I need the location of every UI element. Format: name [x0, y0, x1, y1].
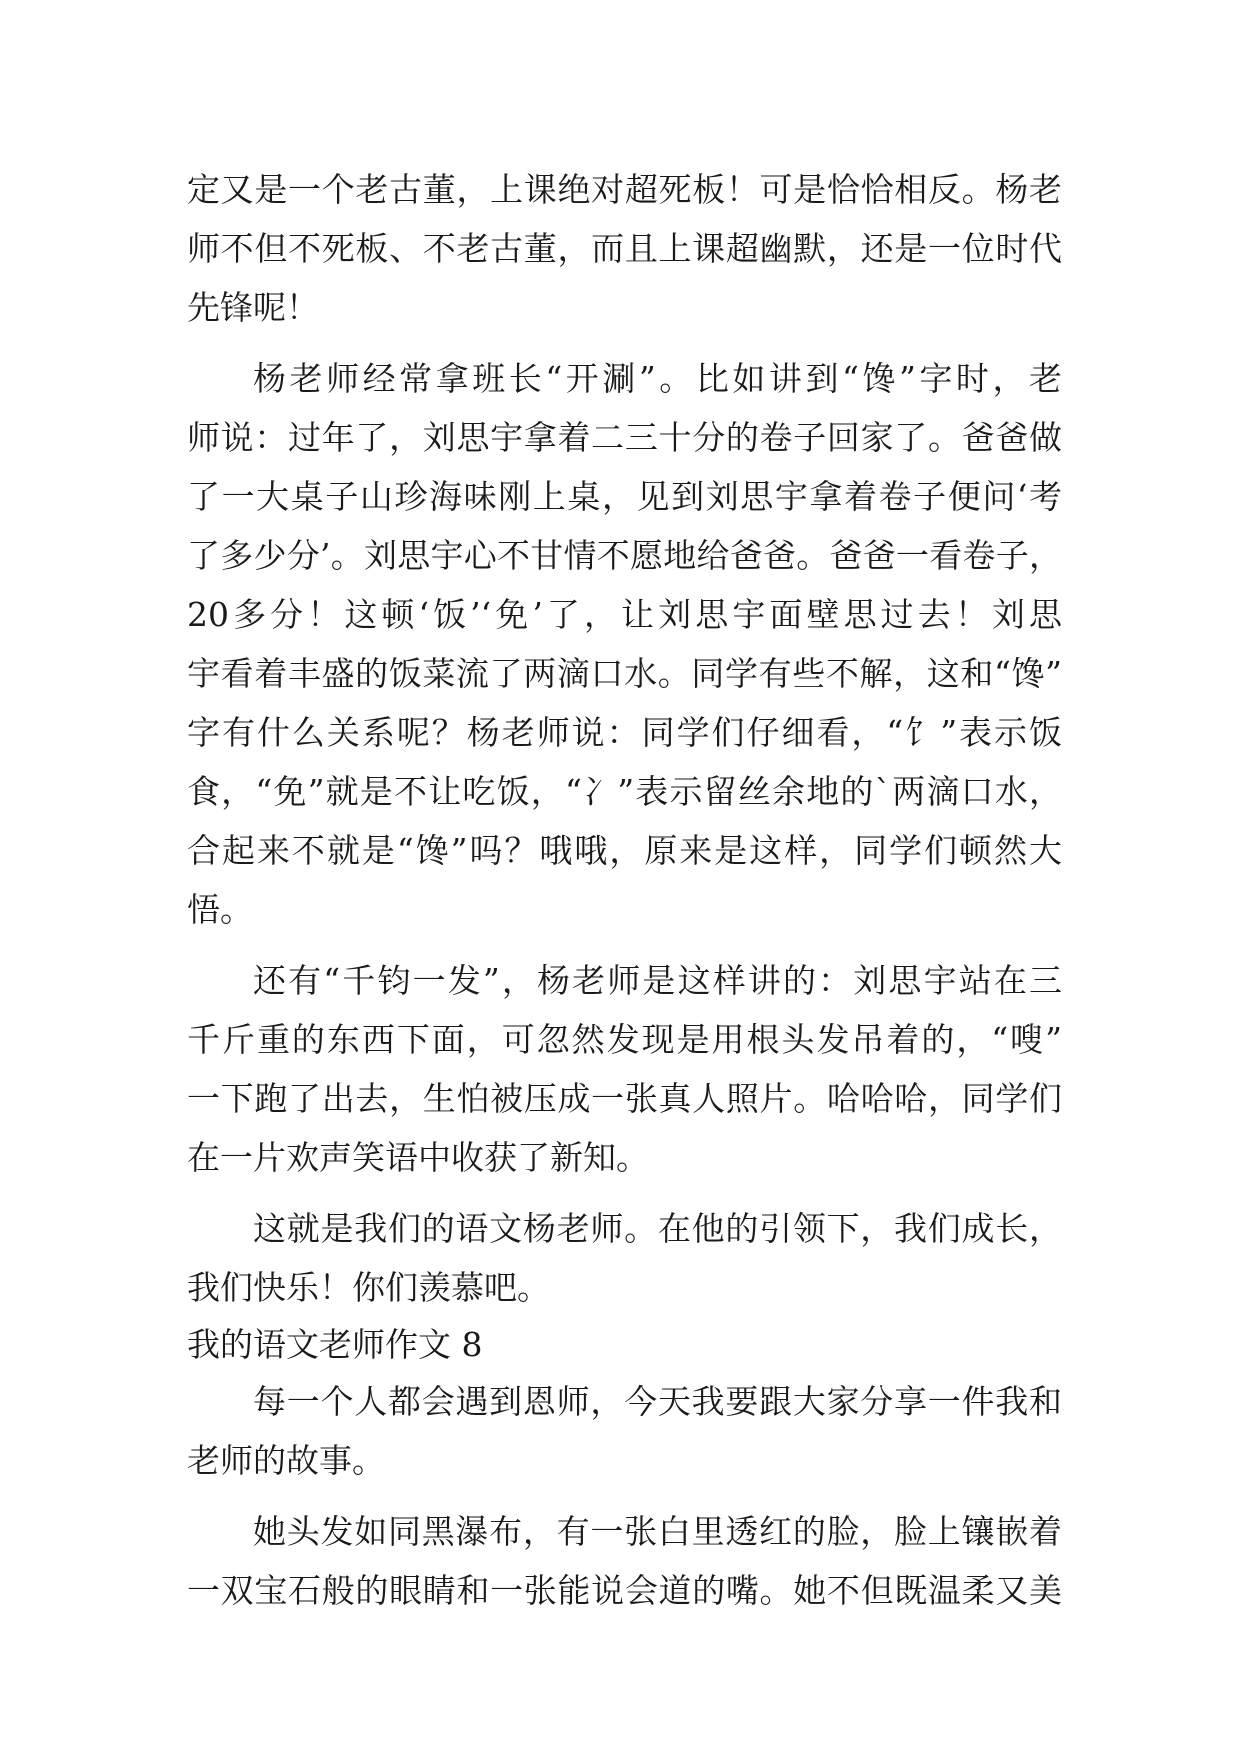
text-line: 一双宝石般的眼睛和一张能说会道的嘴。她不但既温柔又美 [187, 1571, 1062, 1610]
text-line: 每一个人都会遇到恩师，今天我要跟大家分享一件我和 [253, 1382, 1062, 1421]
text-line: 老师的故事。 [187, 1441, 385, 1480]
text-line: 在一片欢声笑语中收获了新知。 [187, 1138, 649, 1177]
text-line: 食，“免”就是不让吃饭，“冫”表示留丝余地的`两滴口水， [187, 772, 1062, 811]
text-line: 还有“千钧一发”，杨老师是这样讲的：刘思宇站在三 [253, 961, 1062, 1000]
text-line: 先锋呢！ [187, 288, 319, 327]
text-line: 我们快乐！你们羡慕吧。 [187, 1268, 550, 1307]
text-line: 了一大桌子山珍海味刚上桌，见到刘思宇拿着卷子便问‘考 [187, 477, 1062, 516]
text-line: 一下跑了出去，生怕被压成一张真人照片。哈哈哈，同学们 [187, 1079, 1062, 1118]
text-line: 千斤重的东西下面，可忽然发现是用根头发吊着的，“嗖” [187, 1020, 1062, 1059]
text-line: 字有什么关系呢？杨老师说：同学们仔细看，“饣”表示饭 [187, 713, 1062, 752]
paragraph [187, 951, 1062, 1187]
text-line: 宇看着丰盛的饭菜流了两滴口水。同学有些不解，这和“馋” [187, 654, 1062, 693]
paragraph [187, 1372, 1062, 1490]
text-line: 师不但不死板、不老古董，而且上课超幽默，还是一位时代 [187, 229, 1062, 268]
paragraph [187, 1502, 1062, 1620]
text-line: 这就是我们的语文杨老师。在他的引领下，我们成长， [253, 1209, 1062, 1248]
text-line: 悟。 [187, 890, 253, 929]
text-line: 她头发如同黑瀑布，有一张白里透红的脸，脸上镶嵌着 [253, 1512, 1062, 1551]
paragraph-continuation [187, 160, 1062, 337]
text-line: 定又是一个老古董，上课绝对超死板！可是恰恰相反。杨老 [187, 170, 1062, 209]
document-body [187, 160, 1062, 1620]
paragraph [187, 1199, 1062, 1317]
text-line: 杨老师经常拿班长“开涮”。比如讲到“馋”字时，老 [253, 359, 1062, 398]
paragraph [187, 349, 1062, 939]
text-line: 20多分！这顿‘饭’‘免’了，让刘思宇面壁思过去！刘思 [187, 595, 1062, 634]
text-line: 了多少分’。刘思宇心不甘情不愿地给爸爸。爸爸一看卷子， [187, 536, 1062, 575]
text-line: 合起来不就是“馋”吗？哦哦，原来是这样，同学们顿然大 [187, 831, 1062, 870]
text-line: 师说：过年了，刘思宇拿着二三十分的卷子回家了。爸爸做 [187, 418, 1062, 457]
section-heading: 我的语文老师作文 8 [187, 1325, 483, 1364]
